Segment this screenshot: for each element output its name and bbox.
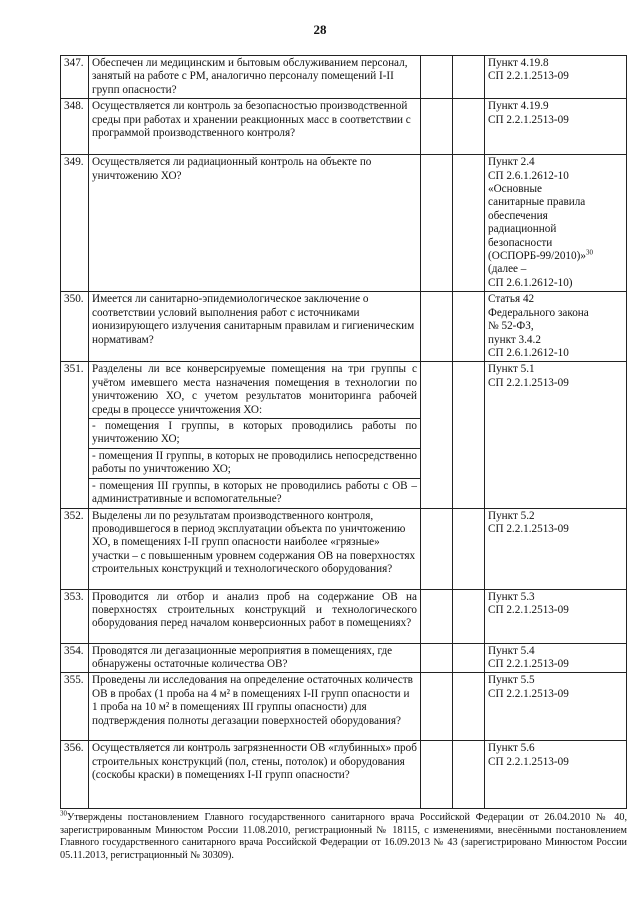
table-row (61, 362, 627, 419)
reference-line (488, 591, 623, 604)
reference-line (488, 250, 623, 263)
answer-cell-1[interactable] (421, 56, 453, 99)
question-text: Разделены ли все конверсируемые помещения на три группы с учётом имевшего места назначения помещения в технологии по уничтожению ХО, с учетом результатов мониторинга рабочей среды в процессе уничтожения ХО: (89, 362, 421, 419)
footnote-ref-marker: 30 (585, 248, 593, 257)
answer-cell-2[interactable] (453, 741, 485, 809)
question-text: Проводится ли отбор и анализ проб на содержание ОВ на поверхностях строительных конструкций и технологического оборудования перед началом конверсионных работ в помещениях? (89, 589, 421, 643)
answer-cell-2[interactable] (453, 155, 485, 292)
reference-line-text: Пункт 5.5 (488, 674, 535, 687)
reference-line (488, 114, 623, 127)
reference-line (488, 604, 623, 617)
answer-cell-1[interactable] (421, 99, 453, 155)
row-number: 355. (61, 673, 89, 741)
row-number: 351. (61, 362, 89, 508)
question-text: Проведены ли исследования на определение остаточных количеств ОВ в пробах (1 проба на 4 м² в помещениях I-II групп опасности и 1 проба на 10 м² в помещениях III группы опасности) для подтверждения полноты дегазации поверхностей оборудования? (89, 673, 421, 741)
reference-line-text: СП 2.2.1.2513-09 (488, 376, 569, 389)
row-number: 349. (61, 155, 89, 292)
reference-line (488, 210, 623, 223)
reference-line-text: СП 2.2.1.2513-09 (488, 687, 569, 700)
reference-line-text: Статья 42 (488, 293, 535, 306)
page-number: 28 (313, 22, 327, 37)
reference-cell (485, 589, 627, 643)
checklist-table (60, 55, 627, 809)
reference-cell (485, 508, 627, 589)
answer-cell-2[interactable] (453, 362, 485, 508)
row-number: 348. (61, 99, 89, 155)
reference-line-text: санитарные правила (488, 196, 586, 209)
footnote-text: Утверждены постановлением Главного государственного санитарного врача Российской Федерации от 26.04.2010 № 40, зарегистрированным Минюстом России 11.08.2010, регистрационный № 18115, с изменениями, внесёнными постановлением Главного государственного санитарного врача Российской Федерации от 16.09.2013 № 43 (зарегистрировано Минюстом России 05.11.2013, регистрационный № 30309). (60, 812, 627, 861)
question-text: Выделены ли по результатам производственного контроля, проводившегося в период эксплуатации объекта по уничтожению ХО, в помещениях I-II групп опасности наиболее «грязные» участки – с повышенным уровнем содержания ОВ на поверхностях строительных конструкций и технологического оборудования? (89, 508, 421, 589)
reference-line (488, 170, 623, 183)
reference-line (488, 377, 623, 390)
reference-line (488, 674, 623, 687)
reference-line-text: Пункт 5.1 (488, 363, 535, 376)
table-row (61, 508, 627, 589)
question-text: Имеется ли санитарно-эпидемиологическое заключение о соответствии условий выполнения работ с источниками ионизирующего излучения санитарным правилам и гигиеническим нормативам? (89, 292, 421, 362)
row-number: 352. (61, 508, 89, 589)
reference-line (488, 263, 623, 276)
reference-line-text: (ОСПОРБ-99/2010)» (488, 250, 586, 263)
reference-line (488, 742, 623, 755)
reference-line-text: «Основные (488, 183, 542, 196)
reference-line-text: Пункт 5.4 (488, 644, 535, 657)
row-number: 353. (61, 589, 89, 643)
answer-cell-1[interactable] (421, 155, 453, 292)
reference-line-text: Пункт 4.19.8 (488, 57, 549, 69)
table-row (61, 155, 627, 292)
reference-line (488, 307, 623, 320)
row-number: 354. (61, 643, 89, 673)
table-row (61, 741, 627, 809)
answer-cell-1[interactable] (421, 673, 453, 741)
reference-cell (485, 643, 627, 673)
reference-line-text: безопасности (488, 236, 553, 249)
reference-cell (485, 99, 627, 155)
answer-cell-2[interactable] (453, 673, 485, 741)
answer-cell-1[interactable] (421, 508, 453, 589)
reference-line-text: Пункт 4.19.9 (488, 100, 549, 113)
reference-line-text: СП 2.2.1.2513-09 (488, 755, 569, 768)
reference-line (488, 293, 623, 306)
reference-cell (485, 362, 627, 508)
reference-line-text: СП 2.2.1.2513-09 (488, 657, 569, 670)
table-row (61, 589, 627, 643)
reference-line-text: Пункт 5.3 (488, 590, 535, 603)
footnote-divider (60, 808, 250, 809)
reference-line (488, 523, 623, 536)
reference-line (488, 223, 623, 236)
reference-line-text: СП 2.2.1.2513-09 (488, 70, 569, 83)
table-row (61, 56, 627, 99)
answer-cell-1[interactable] (421, 292, 453, 362)
footnote (60, 809, 627, 862)
answer-cell-1[interactable] (421, 741, 453, 809)
row-number: 350. (61, 292, 89, 362)
reference-line-text: Пункт 5.6 (488, 742, 535, 755)
reference-cell (485, 292, 627, 362)
reference-line-text: № 52-ФЗ, (488, 320, 534, 333)
reference-cell (485, 155, 627, 292)
reference-line-text: (далее – (488, 263, 527, 276)
reference-line-text: Пункт 2.4 (488, 156, 535, 169)
subitem-text: - помещения I группы, в которых проводились работы по уничтожению ХО; (89, 418, 421, 448)
reference-line-text: СП 2.6.1.2612-10 (488, 169, 569, 182)
answer-cell-1[interactable] (421, 362, 453, 508)
reference-line (488, 347, 623, 360)
reference-line-text: радиационной (488, 223, 557, 236)
question-text: Обеспечен ли медицинским и бытовым обслуживанием персонал, занятый на работе с РМ, аналогично персоналу помещений I-II групп опасности? (89, 56, 421, 99)
reference-line-text: Федерального закона (488, 306, 589, 319)
reference-line (488, 334, 623, 347)
reference-line (488, 57, 623, 70)
reference-line-text: обеспечения (488, 209, 548, 222)
reference-line (488, 277, 623, 290)
reference-line (488, 70, 623, 83)
table-row (61, 99, 627, 155)
reference-line (488, 100, 623, 113)
answer-cell-2[interactable] (453, 589, 485, 643)
reference-cell (485, 673, 627, 741)
footnote-marker: 30 (60, 809, 67, 818)
reference-line (488, 645, 623, 658)
reference-line (488, 688, 623, 701)
question-text: Проводятся ли дегазационные мероприятия в помещениях, где обнаружены остаточные количества ОВ? (89, 643, 421, 673)
answer-cell-1[interactable] (421, 589, 453, 643)
reference-line (488, 196, 623, 209)
reference-line (488, 756, 623, 769)
answer-cell-2[interactable] (453, 56, 485, 99)
answer-cell-2[interactable] (453, 99, 485, 155)
reference-line-text: СП 2.2.1.2513-09 (488, 113, 569, 126)
reference-line-text: СП 2.2.1.2513-09 (488, 603, 569, 616)
answer-cell-1[interactable] (421, 643, 453, 673)
reference-line-text: СП 2.6.1.2612-10) (488, 276, 573, 289)
question-text: Осуществляется ли контроль за безопасностью производственной среды при работах и хранении реакционных масс в соответствии с программой производственного контроля? (89, 99, 421, 155)
reference-line (488, 237, 623, 250)
reference-line (488, 658, 623, 671)
reference-line-text: пункт 3.4.2 (488, 333, 541, 346)
answer-cell-2[interactable] (453, 643, 485, 673)
reference-line-text: СП 2.2.1.2513-09 (488, 522, 569, 535)
question-text: Осуществляется ли контроль загрязненности ОВ «глубинных» проб строительных конструкций (пол, стены, потолок) и оборудования (соскобы краски) в помещениях I-II групп опасности? (89, 741, 421, 809)
reference-line (488, 363, 623, 376)
reference-cell (485, 56, 627, 99)
reference-line (488, 156, 623, 169)
answer-cell-2[interactable] (453, 508, 485, 589)
subitem-text: - помещения III группы, в которых не проводились работы с ОВ – административные и вспомогательные? (89, 478, 421, 508)
question-text: Осуществляется ли радиационный контроль на объекте по уничтожению ХО? (89, 155, 421, 292)
table-row (61, 292, 627, 362)
reference-line-text: СП 2.6.1.2612-10 (488, 346, 569, 359)
reference-line (488, 183, 623, 196)
reference-line (488, 320, 623, 333)
subitem-text: - помещения II группы, в которых не проводились непосредственно работы по уничтожению ХО; (89, 448, 421, 478)
reference-line (488, 510, 623, 523)
reference-cell (485, 741, 627, 809)
table-row (61, 673, 627, 741)
reference-line-text: Пункт 5.2 (488, 509, 535, 522)
table-row (61, 643, 627, 673)
answer-cell-2[interactable] (453, 292, 485, 362)
row-number: 347. (61, 56, 89, 99)
row-number: 356. (61, 741, 89, 809)
